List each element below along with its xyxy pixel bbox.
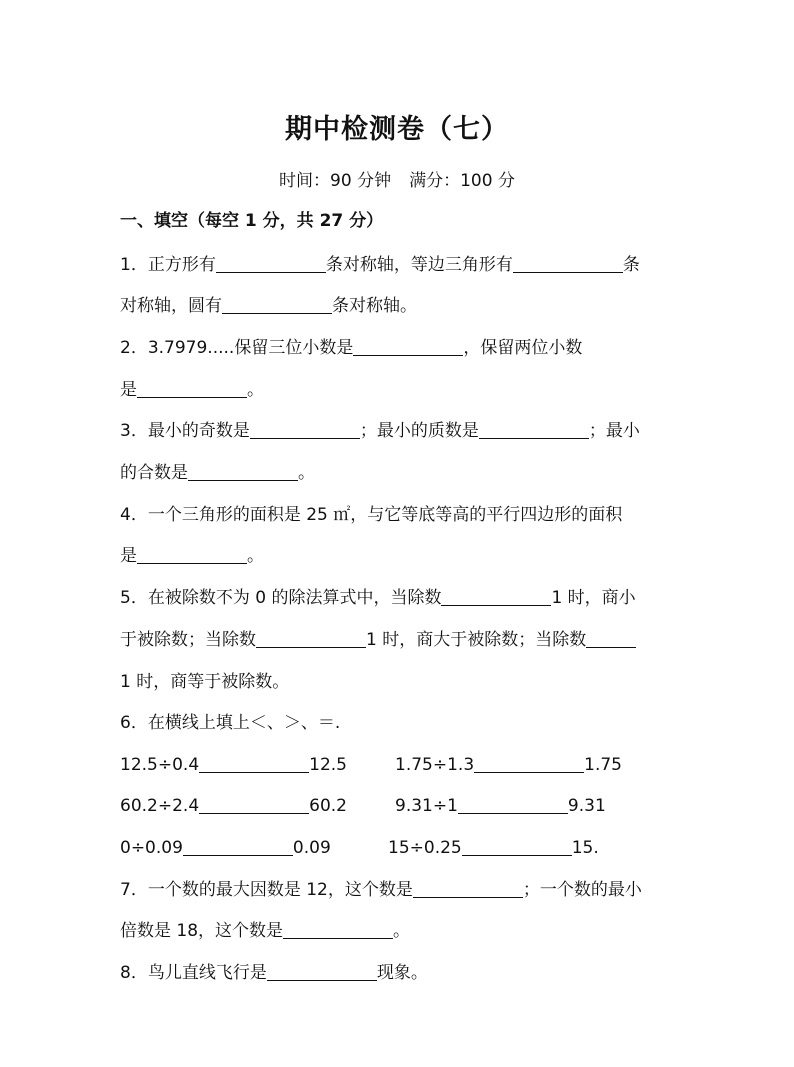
answer-blank[interactable] [250, 418, 360, 439]
answer-blank[interactable] [283, 918, 393, 939]
q1-text: 1．正方形有 [120, 255, 216, 275]
answer-blank[interactable] [458, 793, 568, 814]
q3-text: 的合数是 [120, 463, 188, 483]
expression-left: 60.2÷2.4 [120, 796, 200, 816]
q5-text: 5．在被除数不为 0 的除法算式中，当除数 [120, 588, 442, 608]
answer-blank[interactable] [256, 627, 366, 648]
comparison-row [388, 835, 599, 861]
question-5-line-1 [120, 585, 636, 611]
page-title: 期中检测卷（七） [285, 114, 509, 145]
q1-text: 对称轴，圆有 [120, 296, 222, 316]
q8-text: 现象。 [376, 963, 428, 983]
question-7-line-2 [120, 918, 410, 944]
q7-text: 7．一个数的最大因数是 12，这个数是 [120, 880, 413, 900]
q3-text: 。 [298, 463, 315, 483]
q4-text: 。 [247, 546, 264, 566]
expression-left: 1.75÷1.3 [395, 755, 475, 775]
exam-info [0, 168, 794, 194]
question-2-line-1 [120, 335, 582, 361]
question-6-intro: 6．在横线上填上＜、＞、＝. [120, 713, 341, 733]
question-1-line-1 [120, 252, 640, 278]
answer-blank[interactable] [586, 627, 636, 648]
q5-text: 1 时，商等于被除数。 [120, 672, 290, 692]
comparison-row [120, 835, 331, 861]
answer-blank[interactable] [222, 293, 332, 314]
q3-text: 3．最小的奇数是 [120, 421, 250, 441]
expression-right: 12.5 [309, 755, 347, 775]
q7-text: 。 [393, 921, 411, 941]
answer-blank[interactable] [188, 460, 298, 481]
full-score: 满分：100 分 [409, 171, 515, 191]
question-4-line-1 [120, 502, 622, 528]
expression-left: 15÷0.25 [388, 838, 462, 858]
answer-blank[interactable] [137, 543, 247, 564]
question-5-line-3 [120, 669, 289, 695]
expression-left: 9.31÷1 [395, 796, 458, 816]
q2-text: 2．3.7979.....保留三位小数是 [120, 338, 354, 358]
answer-blank[interactable] [462, 835, 572, 856]
comparison-row [395, 793, 606, 819]
expression-left: 12.5÷0.4 [120, 755, 200, 775]
expression-right: 15. [571, 838, 599, 858]
answer-blank[interactable] [413, 877, 523, 898]
q7-text: 倍数是 18，这个数是 [120, 921, 284, 941]
q1-text: 条 [622, 255, 640, 275]
answer-blank[interactable] [137, 377, 247, 398]
q1-text: 条对称轴。 [332, 296, 417, 316]
question-1-line-2 [120, 293, 417, 319]
expression-right: 1.75 [584, 755, 622, 775]
answer-blank[interactable] [474, 752, 584, 773]
question-7-line-1 [120, 877, 642, 903]
comparison-row [120, 793, 347, 819]
answer-blank[interactable] [199, 793, 309, 814]
q2-text: 。 [247, 380, 264, 400]
q5-text: 1 时，商小 [551, 588, 636, 608]
answer-blank[interactable] [441, 585, 551, 606]
question-4-line-2 [120, 543, 264, 569]
expression-right: 9.31 [567, 796, 606, 816]
q2-text: 是 [120, 380, 137, 400]
q4-text: 是 [120, 546, 137, 566]
expression-right: 0.09 [292, 838, 331, 858]
section-heading: 一、填空（每空 1 分，共 27 分） [120, 211, 384, 231]
question-3-line-2 [120, 460, 315, 486]
question-8-line-1 [120, 960, 428, 986]
answer-blank[interactable] [267, 960, 377, 981]
q3-text: ；最小 [588, 421, 640, 441]
q2-text: ，保留两位小数 [463, 338, 583, 358]
q5-text: 1 时，商大于被除数；当除数 [366, 630, 587, 650]
q3-text: ；最小的质数是 [359, 421, 479, 441]
answer-blank[interactable] [353, 335, 463, 356]
time-limit: 时间：90 分钟 [279, 171, 392, 191]
comparison-row [395, 752, 622, 778]
answer-blank[interactable] [479, 418, 589, 439]
q8-text: 8．鸟儿直线飞行是 [120, 963, 267, 983]
question-2-line-2 [120, 377, 264, 403]
answer-blank[interactable] [513, 252, 623, 273]
comparison-row [120, 752, 347, 778]
expression-right: 60.2 [309, 796, 347, 816]
answer-blank[interactable] [199, 752, 309, 773]
q7-text: ；一个数的最小 [522, 880, 642, 900]
question-3-line-1 [120, 418, 640, 444]
q5-text: 于被除数；当除数 [120, 630, 256, 650]
answer-blank[interactable] [183, 835, 293, 856]
answer-blank[interactable] [216, 252, 326, 273]
q1-text: 条对称轴，等边三角形有 [325, 255, 513, 275]
expression-left: 0÷0.09 [120, 838, 183, 858]
q4-text: 4．一个三角形的面积是 25 ㎡，与它等底等高的平行四边形的面积 [120, 505, 623, 525]
question-5-line-2 [120, 627, 636, 653]
